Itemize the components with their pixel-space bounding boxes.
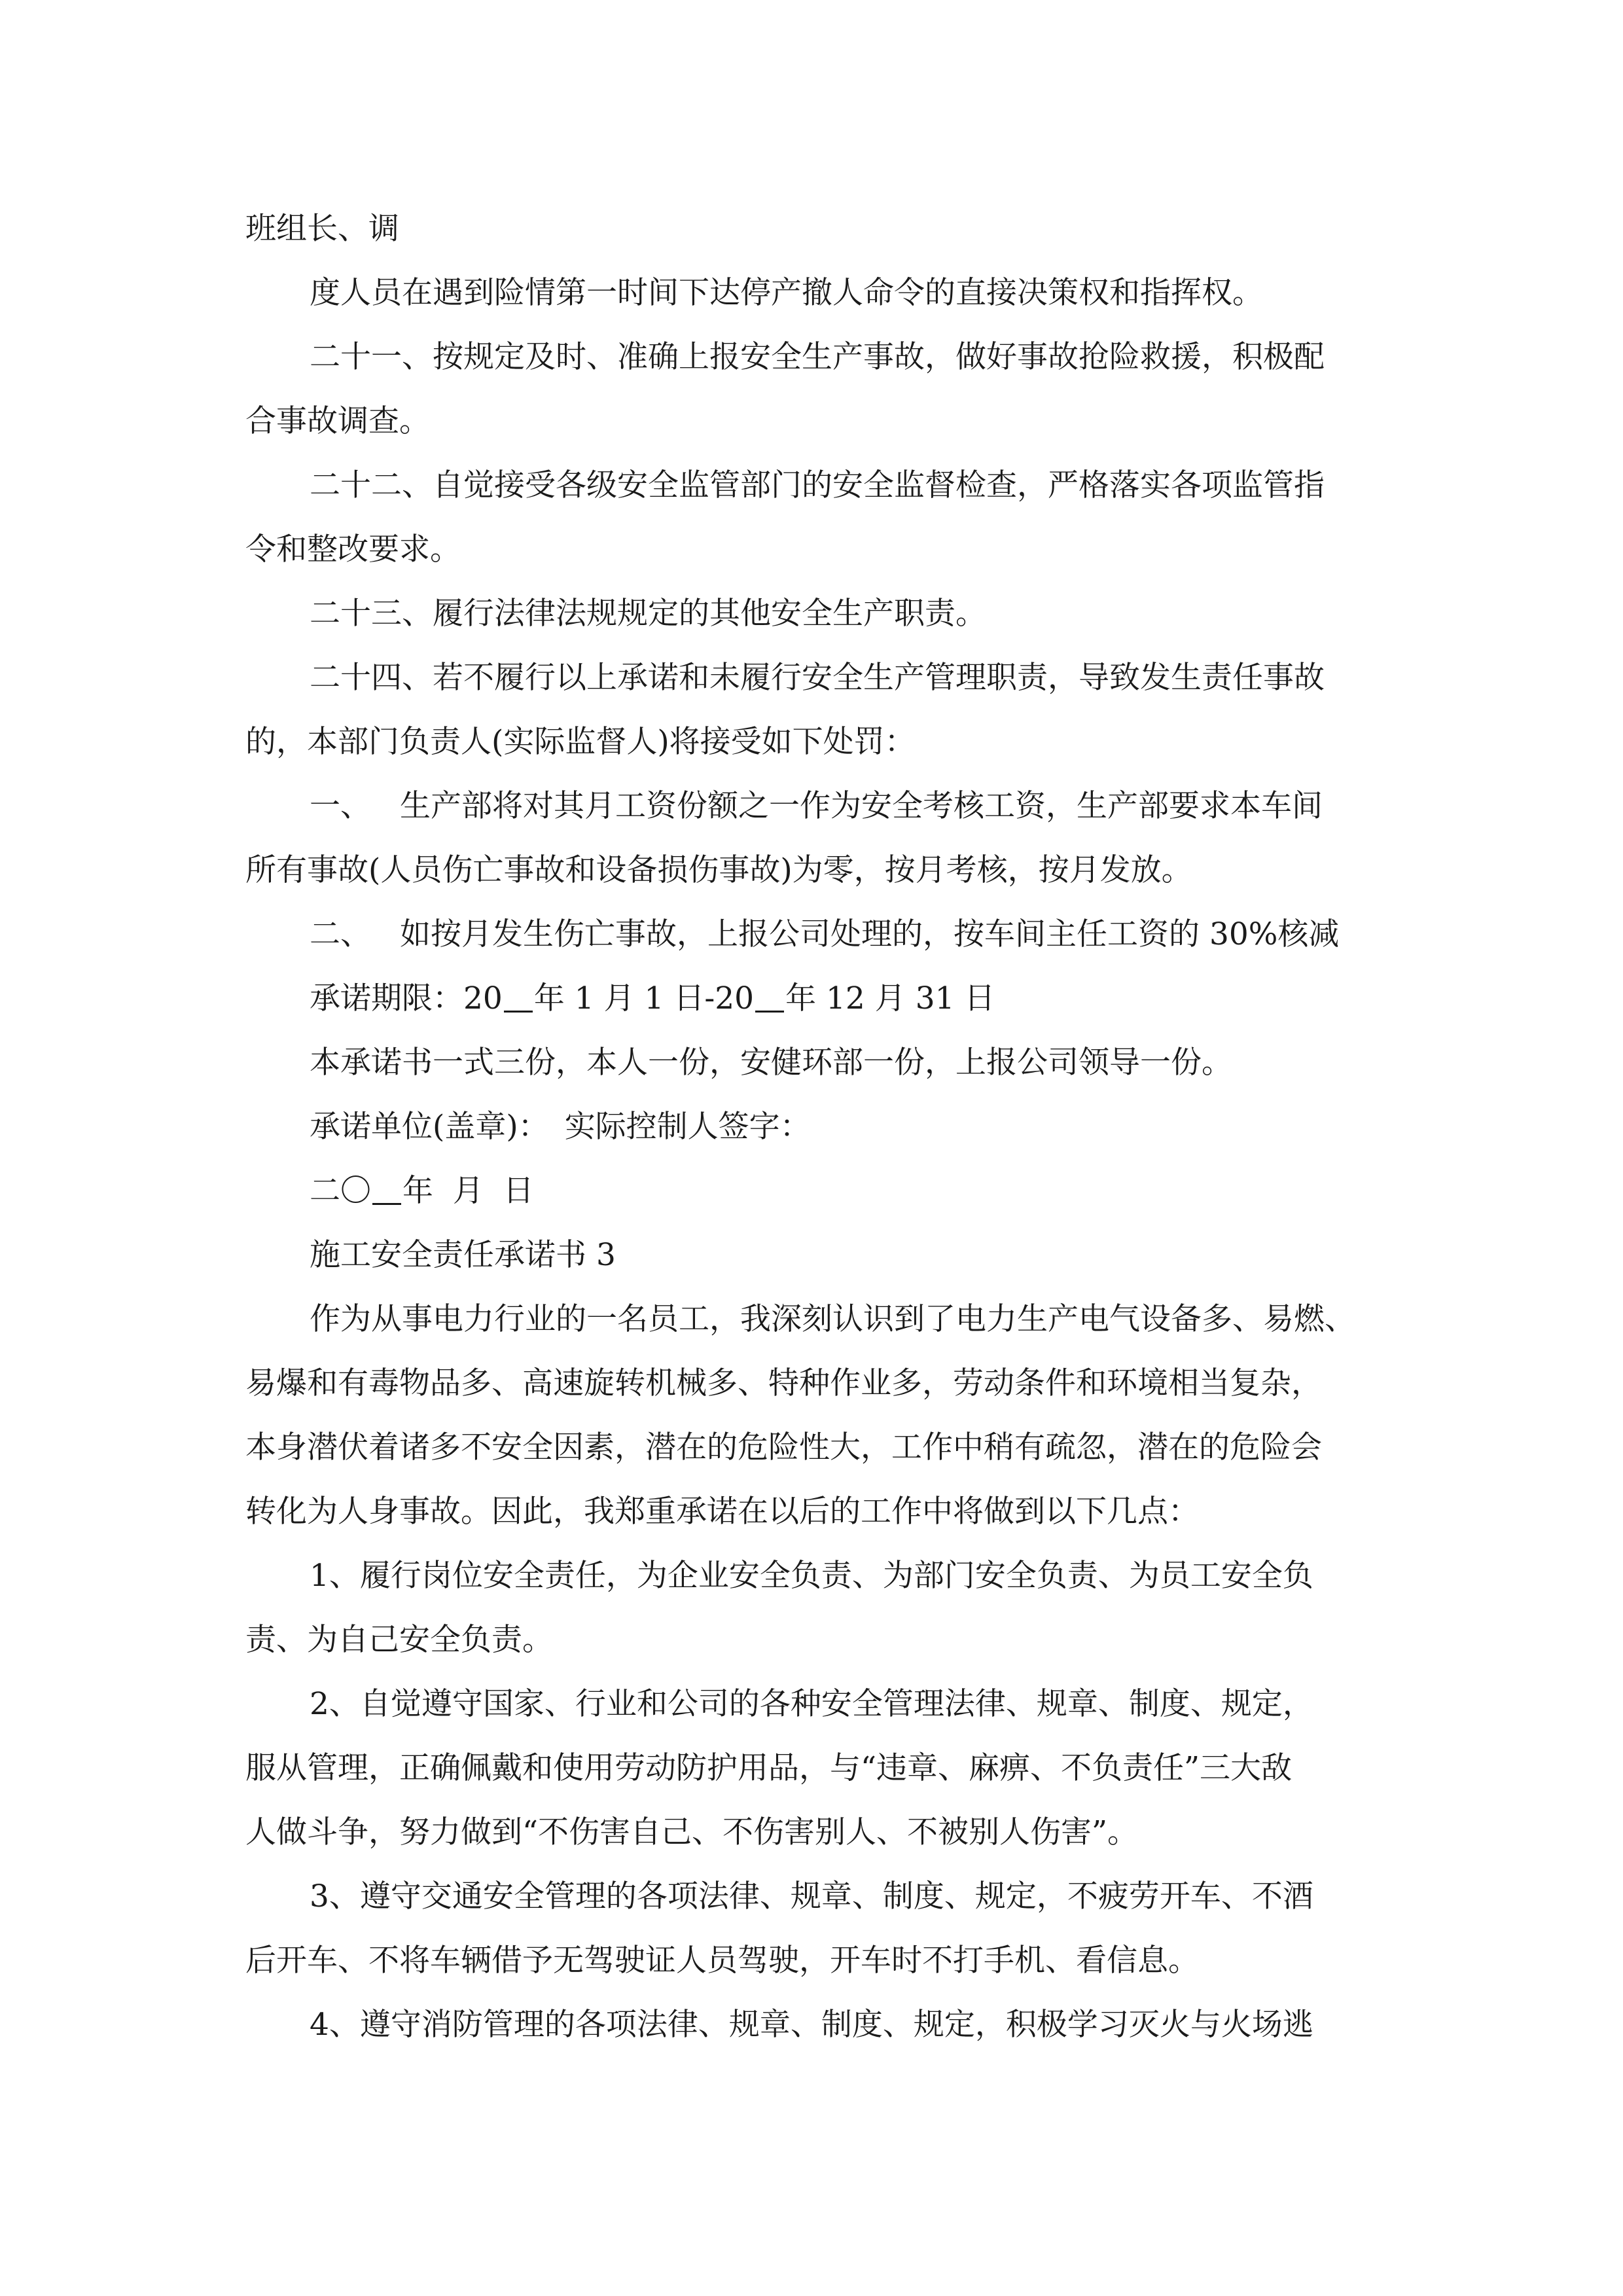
text-line: 二十四、若不履行以上承诺和未履行安全生产管理职责，导致发生责任事故: [310, 660, 1325, 696]
period-end-date: 年 12 月 31 日: [785, 980, 995, 1016]
text-line: 后开车、不将车辆借予无驾驶证人员驾驶，开车时不打手机、看信息。: [245, 1943, 1199, 1979]
year-blank: [755, 984, 784, 1013]
text-line: 二十二、自觉接受各级安全监管部门的安全监督检查，严格落实各项监管指: [310, 467, 1325, 503]
text-line: 人做斗争，努力做到“不伤害自己、不伤害别人、不被别人伤害”。: [245, 1814, 1139, 1850]
text-line: 4、遵守消防管理的各项法律、规章、制度、规定，积极学习灭火与火场逃: [310, 2007, 1313, 2043]
text-line: 本身潜伏着诸多不安全因素，潜在的危险性大，工作中稍有疏忽，潜在的危险会: [245, 1429, 1322, 1465]
text-line: 班组长、调: [245, 211, 399, 247]
text-line: 合事故调查。: [245, 403, 430, 439]
text-line: 令和整改要求。: [245, 531, 461, 567]
list-marker: 二、: [310, 916, 371, 952]
list-marker: 一、: [310, 788, 371, 824]
date-line: [310, 1172, 534, 1211]
text-line: 转化为人身事故。因此，我郑重承诺在以后的工作中将做到以下几点：: [245, 1494, 1199, 1530]
text-line: 所有事故(人员伤亡事故和设备损伤事故)为零，按月考核，按月发放。: [245, 852, 1192, 888]
text-line: 1、履行岗位安全责任，为企业安全负责、为部门安全负责、为员工安全负: [310, 1558, 1313, 1594]
text-line: [310, 787, 1323, 826]
text-line: [310, 915, 1339, 954]
unit-seal-label: 承诺单位(盖章)：: [310, 1109, 549, 1145]
date-suffix: 年 月 日: [402, 1173, 534, 1209]
year-blank: [504, 984, 533, 1013]
text-line: 易爆和有毒物品多、高速旋转机械多、特种作业多，劳动条件和环境相当复杂，: [245, 1365, 1322, 1401]
list-text: 如按月发生伤亡事故，上报公司处理的，按车间主任工资的 30%核减: [400, 916, 1340, 952]
year-blank: [372, 1177, 401, 1205]
controller-sign-label: 实际控制人签字：: [564, 1109, 811, 1145]
text-line: 作为从事电力行业的一名员工，我深刻认识到了电力生产电气设备多、易燃、: [310, 1301, 1355, 1337]
text-line: 二十三、履行法律法规规定的其他安全生产职责。: [310, 596, 986, 632]
period-start-label: 承诺期限：20: [310, 980, 503, 1016]
commitment-period: [310, 979, 995, 1018]
date-prefix: 二〇: [310, 1173, 371, 1209]
text-line: 3、遵守交通安全管理的各项法律、规章、制度、规定，不疲劳开车、不酒: [310, 1878, 1313, 1914]
text-line: 二十一、按规定及时、准确上报安全生产事故，做好事故抢险救援，积极配: [310, 339, 1325, 375]
section-title: 施工安全责任承诺书 3: [310, 1237, 616, 1273]
text-line: 2、自觉遵守国家、行业和公司的各种安全管理法律、规章、制度、规定，: [310, 1686, 1313, 1722]
text-line: 本承诺书一式三份，本人一份，安健环部一份，上报公司领导一份。: [310, 1045, 1232, 1081]
text-line: 服从管理，正确佩戴和使用劳动防护用品，与“违章、麻痹、不负责任”三大敌: [245, 1750, 1293, 1786]
text-line: 度人员在遇到险情第一时间下达停产撤人命令的直接决策权和指挥权。: [310, 275, 1263, 311]
list-text: 生产部将对其月工资份额之一作为安全考核工资，生产部要求本车间: [400, 788, 1323, 824]
period-start-date: 年 1 月 1 日-20: [533, 980, 755, 1016]
text-line: 的，本部门负责人(实际监督人)将接受如下处罚：: [245, 724, 916, 760]
signature-line: [310, 1107, 811, 1147]
text-line: 责、为自己安全负责。: [245, 1622, 553, 1658]
